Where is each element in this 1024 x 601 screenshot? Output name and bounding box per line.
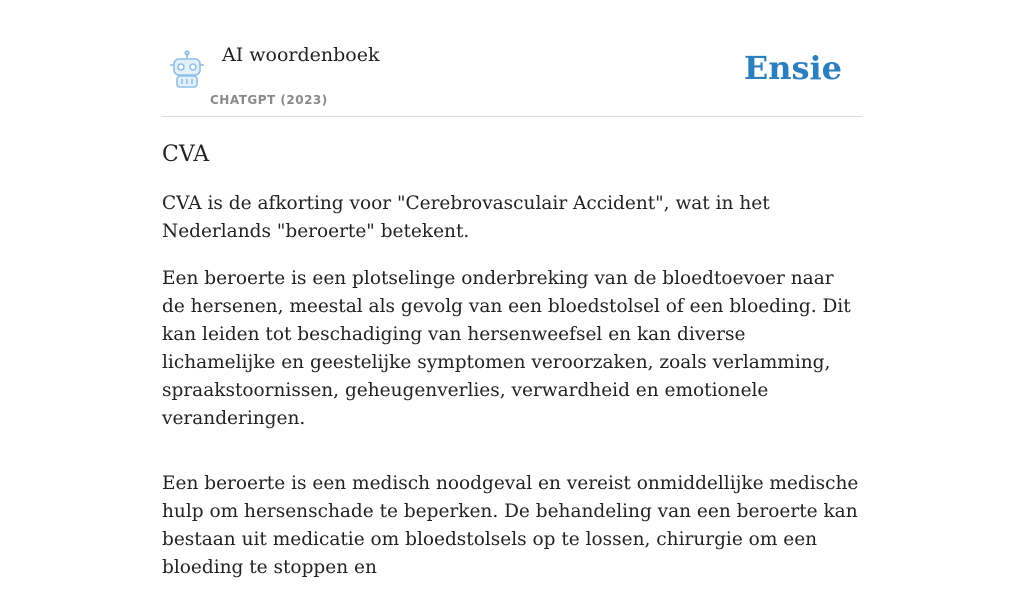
entry-paragraph: CVA is de afkorting voor "Cerebrovasculair Accident", wat in het Nederlands "beroerte" betekent. (162, 193, 770, 242)
brand-logo[interactable]: Ensie (743, 49, 842, 87)
source-name[interactable]: AI woordenboek (222, 44, 380, 66)
entry-paragraph: Een beroerte is een medisch noodgeval en vereist onmiddellijke medische hulp om hersenschade te beperken. De behandeling van een beroerte kan bestaan uit medicatie om bloedstolsels op te lossen, chirurgie om een bloeding te stoppen en (162, 473, 859, 578)
entry-content (162, 138, 862, 601)
robot-icon (166, 50, 208, 90)
source-header (162, 0, 862, 117)
entry-paragraph: Een beroerte is een plotselinge onderbreking van de bloedtoevoer naar de hersenen, meestal als gevolg van een bloedstolsel of een bloeding. Dit kan leiden tot beschadiging van hersenweefsel en kan diverse lichamelijke en geestelijke symptomen veroorzaken, zoals verlamming, spraakstoornissen, geheugenverlies, verwardheid en emotionele veranderingen. (162, 268, 851, 429)
source-meta: CHATGPT (2023) (210, 93, 328, 107)
entry-term: CVA (162, 142, 210, 167)
